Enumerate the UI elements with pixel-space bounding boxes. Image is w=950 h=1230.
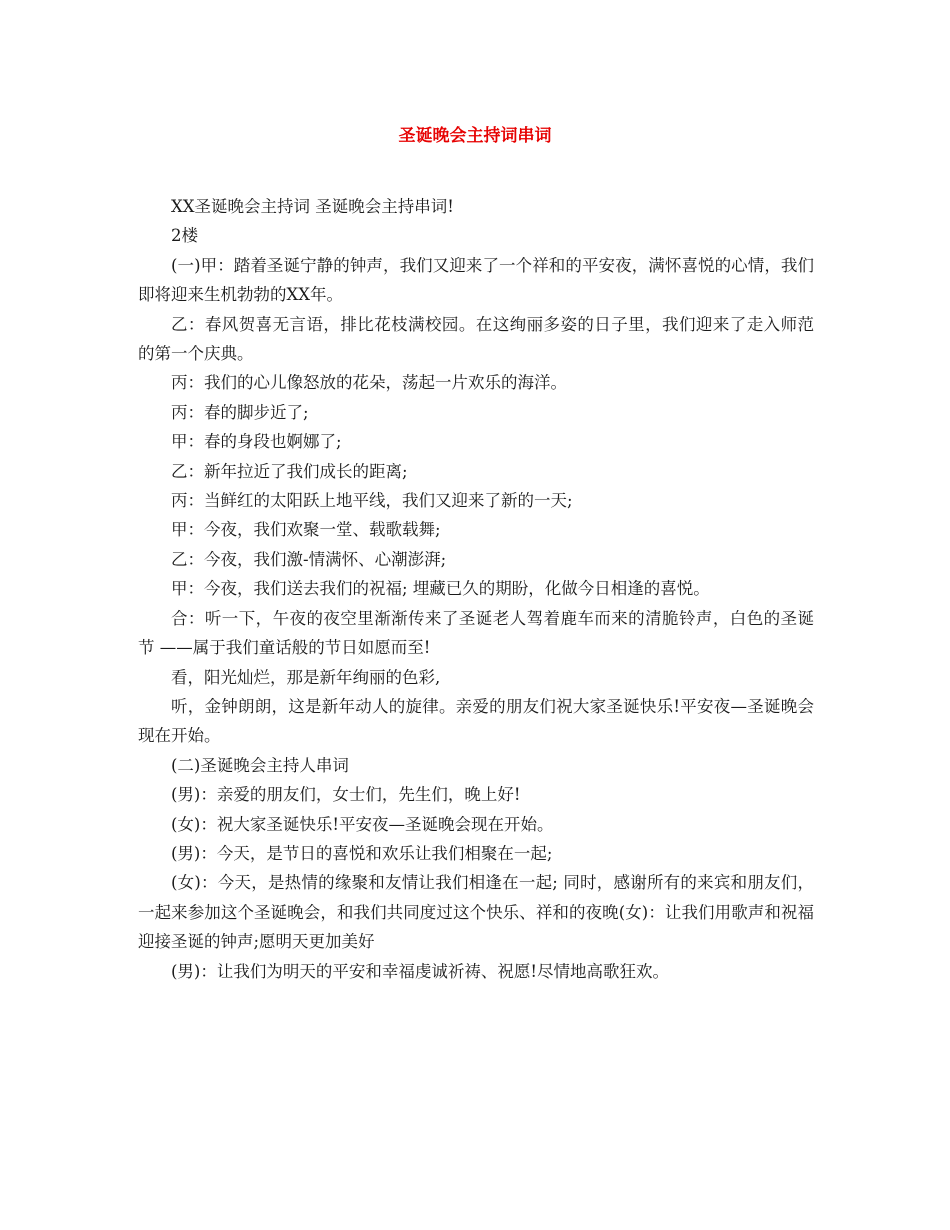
paragraph: 甲：今夜，我们欢聚一堂、载歌载舞; — [171, 520, 441, 540]
paragraph: 2楼 — [171, 226, 198, 246]
paragraph: (女)：今天，是热情的缘聚和友情让我们相逢在一起; 同时，感谢所有的来宾和朋友们，一起来参加这个圣诞晚会，和我们共同度过这个快乐、祥和的夜晚(女)：让我们用歌声和祝福迎接圣诞的钟声;愿明天更加美好 — [138, 873, 814, 952]
paragraph: 看，阳光灿烂，那是新年绚丽的色彩, — [171, 667, 441, 687]
paragraph: 甲：今夜，我们送去我们的祝福; 埋藏已久的期盼，化做今日相逢的喜悦。 — [171, 579, 710, 599]
paragraph: (男)：亲爱的朋友们，女士们，先生们，晚上好! — [171, 785, 521, 805]
paragraph: (男)：让我们为明天的平安和幸福虔诚祈祷、祝愿!尽情地高歌狂欢。 — [171, 961, 670, 981]
paragraph: (女)：祝大家圣诞快乐!平安夜—圣诞晚会现在开始。 — [171, 814, 554, 834]
paragraph: 乙：春风贺喜无言语，排比花枝满校园。在这绚丽多姿的日子里，我们迎来了走入师范的第一个庆典。 — [138, 314, 814, 364]
paragraph: 乙：新年拉近了我们成长的距离; — [171, 461, 408, 481]
paragraph: 甲：春的身段也婀娜了; — [171, 432, 342, 452]
document-title: 圣诞晚会主持词串词 — [398, 126, 552, 146]
document-body — [138, 192, 814, 986]
paragraph: 丙：春的脚步近了; — [171, 402, 309, 422]
paragraph: 听，金钟朗朗，这是新年动人的旋律。亲爱的朋友们祝大家圣诞快乐!平安夜—圣诞晚会现在开始。 — [138, 696, 814, 746]
paragraph: XX圣诞晚会主持词 圣诞晚会主持串词! — [171, 197, 454, 216]
paragraph: (一)甲：踏着圣诞宁静的钟声，我们又迎来了一个祥和的平安夜，满怀喜悦的心情，我们即将迎来生机勃勃的XX年。 — [138, 255, 814, 305]
paragraph: 丙：当鲜红的太阳跃上地平线，我们又迎来了新的一天; — [171, 491, 573, 511]
paragraph: (二)圣诞晚会主持人串词 — [171, 755, 349, 775]
paragraph: 乙：今夜，我们激-情满怀、心潮澎湃; — [171, 549, 447, 569]
paragraph: 丙：我们的心儿像怒放的花朵，荡起一片欢乐的海洋。 — [171, 373, 567, 393]
paragraph: 合：听一下，午夜的夜空里渐渐传来了圣诞老人驾着鹿车而来的清脆铃声，白色的圣诞节 ——属于我们童话般的节日如愿而至! — [138, 608, 814, 658]
paragraph: (男)：今天，是节日的喜悦和欢乐让我们相聚在一起; — [171, 843, 553, 863]
